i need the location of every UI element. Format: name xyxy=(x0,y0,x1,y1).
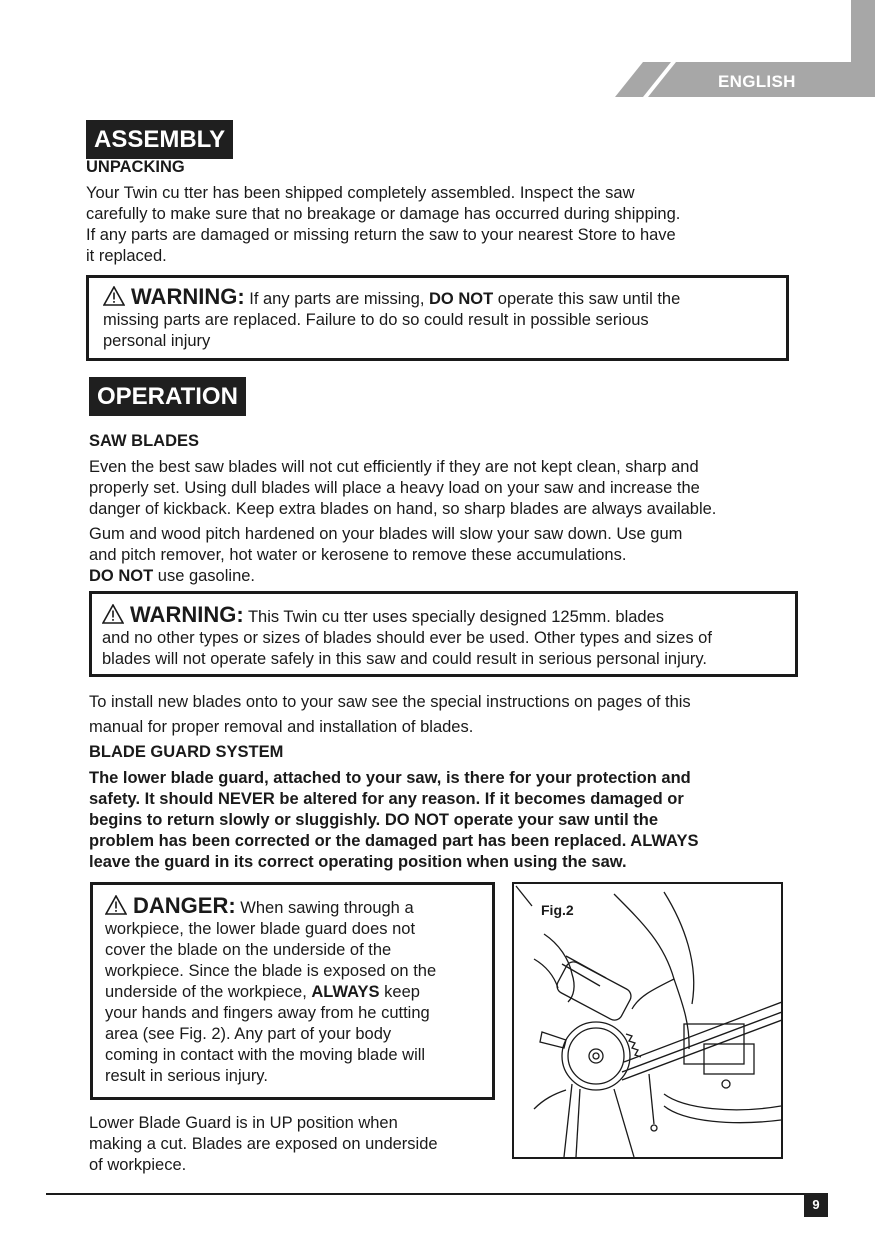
text-line: coming in contact with the moving blade will xyxy=(105,1046,426,1064)
language-label: ENGLISH xyxy=(718,72,796,91)
text-line: danger of kickback. Keep extra blades on hand, so sharp blades are always available. xyxy=(89,500,717,518)
text-line: of workpiece. xyxy=(89,1156,187,1174)
danger-text: When sawing through a xyxy=(240,899,414,917)
text-line: carefully to make sure that no breakage or damage has occurred during shipping. xyxy=(86,205,681,223)
warning-label: WARNING: xyxy=(131,284,245,309)
figure-2 xyxy=(512,882,783,1159)
text-line: begins to return slowly or sluggishly. DO NOT operate your saw until the xyxy=(89,811,659,829)
gasoline-emphasis: DO NOT xyxy=(89,567,154,585)
text-line: missing parts are replaced. Failure to do so could result in possible serious xyxy=(103,311,649,329)
gasoline-text: use gasoline. xyxy=(157,567,256,585)
saw-blades-heading: SAW BLADES xyxy=(89,432,200,450)
text-line: Even the best saw blades will not cut efficiently if they are not kept clean, sharp and xyxy=(89,458,699,476)
text-line: result in serious injury. xyxy=(105,1067,268,1085)
page-number: 9 xyxy=(804,1193,828,1217)
text-line: personal injury xyxy=(103,332,211,350)
text-line: and pitch remover, hot water or kerosene to remove these accumulations. xyxy=(89,546,627,564)
danger-text: keep xyxy=(384,983,420,1001)
operation-warning-box xyxy=(89,591,798,677)
saw-illustration xyxy=(514,884,781,1157)
blade-guard-paragraph xyxy=(89,768,809,873)
figure-label: Fig.2 xyxy=(541,902,574,918)
text-line: leave the guard in its correct operating position when using the saw. xyxy=(89,853,627,871)
text-line: making a cut. Blades are exposed on underside xyxy=(89,1135,438,1153)
text-line: blades will not operate safely in this saw and could result in serious personal injury. xyxy=(102,650,708,668)
assembly-heading: ASSEMBLY xyxy=(86,120,233,159)
text-line: If any parts are damaged or missing return the saw to your nearest Store to have xyxy=(86,226,676,244)
saw-blades-paragraph xyxy=(89,457,809,520)
text-line: your hands and fingers away from he cutting xyxy=(105,1004,430,1022)
warning-text: This Twin cu tter uses specially designed 125mm. blades xyxy=(247,608,665,626)
text-line: workpiece, the lower blade guard does not xyxy=(105,920,416,938)
warning-text: operate this saw until the xyxy=(497,290,681,308)
blade-guard-heading: BLADE GUARD SYSTEM xyxy=(89,743,284,761)
danger-emphasis: ALWAYS xyxy=(311,983,380,1001)
warning-icon xyxy=(102,604,124,624)
warning-emphasis: DO NOT xyxy=(429,290,494,308)
text-line: workpiece. Since the blade is exposed on the xyxy=(105,962,437,980)
text-line: area (see Fig. 2). Any part of your body xyxy=(105,1025,392,1043)
warning-icon xyxy=(103,286,125,306)
operation-heading: OPERATION xyxy=(89,377,246,416)
danger-box xyxy=(90,882,495,1100)
warning-label: WARNING: xyxy=(130,602,244,627)
unpacking-paragraph xyxy=(86,183,786,267)
danger-label: DANGER: xyxy=(133,893,236,918)
unpacking-heading: UNPACKING xyxy=(86,158,185,176)
header-corner-bar xyxy=(851,0,875,62)
text-line: cover the blade on the underside of the xyxy=(105,941,392,959)
text-line: The lower blade guard, attached to your saw, is there for your protection and xyxy=(89,769,691,787)
text-line: safety. It should NEVER be altered for any reason. If it becomes damaged or xyxy=(89,790,684,808)
footer-rule xyxy=(46,1193,828,1195)
text-line: problem has been corrected or the damaged part has been replaced. ALWAYS xyxy=(89,832,699,850)
figure-caption xyxy=(89,1113,499,1176)
text-line: manual for proper removal and installation of blades. xyxy=(89,718,474,736)
warning-text: If any parts are missing, xyxy=(249,290,425,308)
gum-paragraph xyxy=(89,524,809,587)
text-line: and no other types or sizes of blades should ever be used. Other types and sizes of xyxy=(102,629,712,647)
text-line: To install new blades onto to your saw see the special instructions on pages of this xyxy=(89,693,691,711)
warning-icon xyxy=(105,895,127,915)
text-line: Lower Blade Guard is in UP position when xyxy=(89,1114,398,1132)
text-line: properly set. Using dull blades will place a heavy load on your saw and increase the xyxy=(89,479,700,497)
danger-text: underside of the workpiece, xyxy=(105,983,307,1001)
assembly-warning-box xyxy=(86,275,789,361)
text-line: Your Twin cu tter has been shipped completely assembled. Inspect the saw xyxy=(86,184,635,202)
text-line: Gum and wood pitch hardened on your blades will slow your saw down. Use gum xyxy=(89,525,683,543)
install-paragraph xyxy=(89,690,809,740)
text-line: it replaced. xyxy=(86,247,167,265)
